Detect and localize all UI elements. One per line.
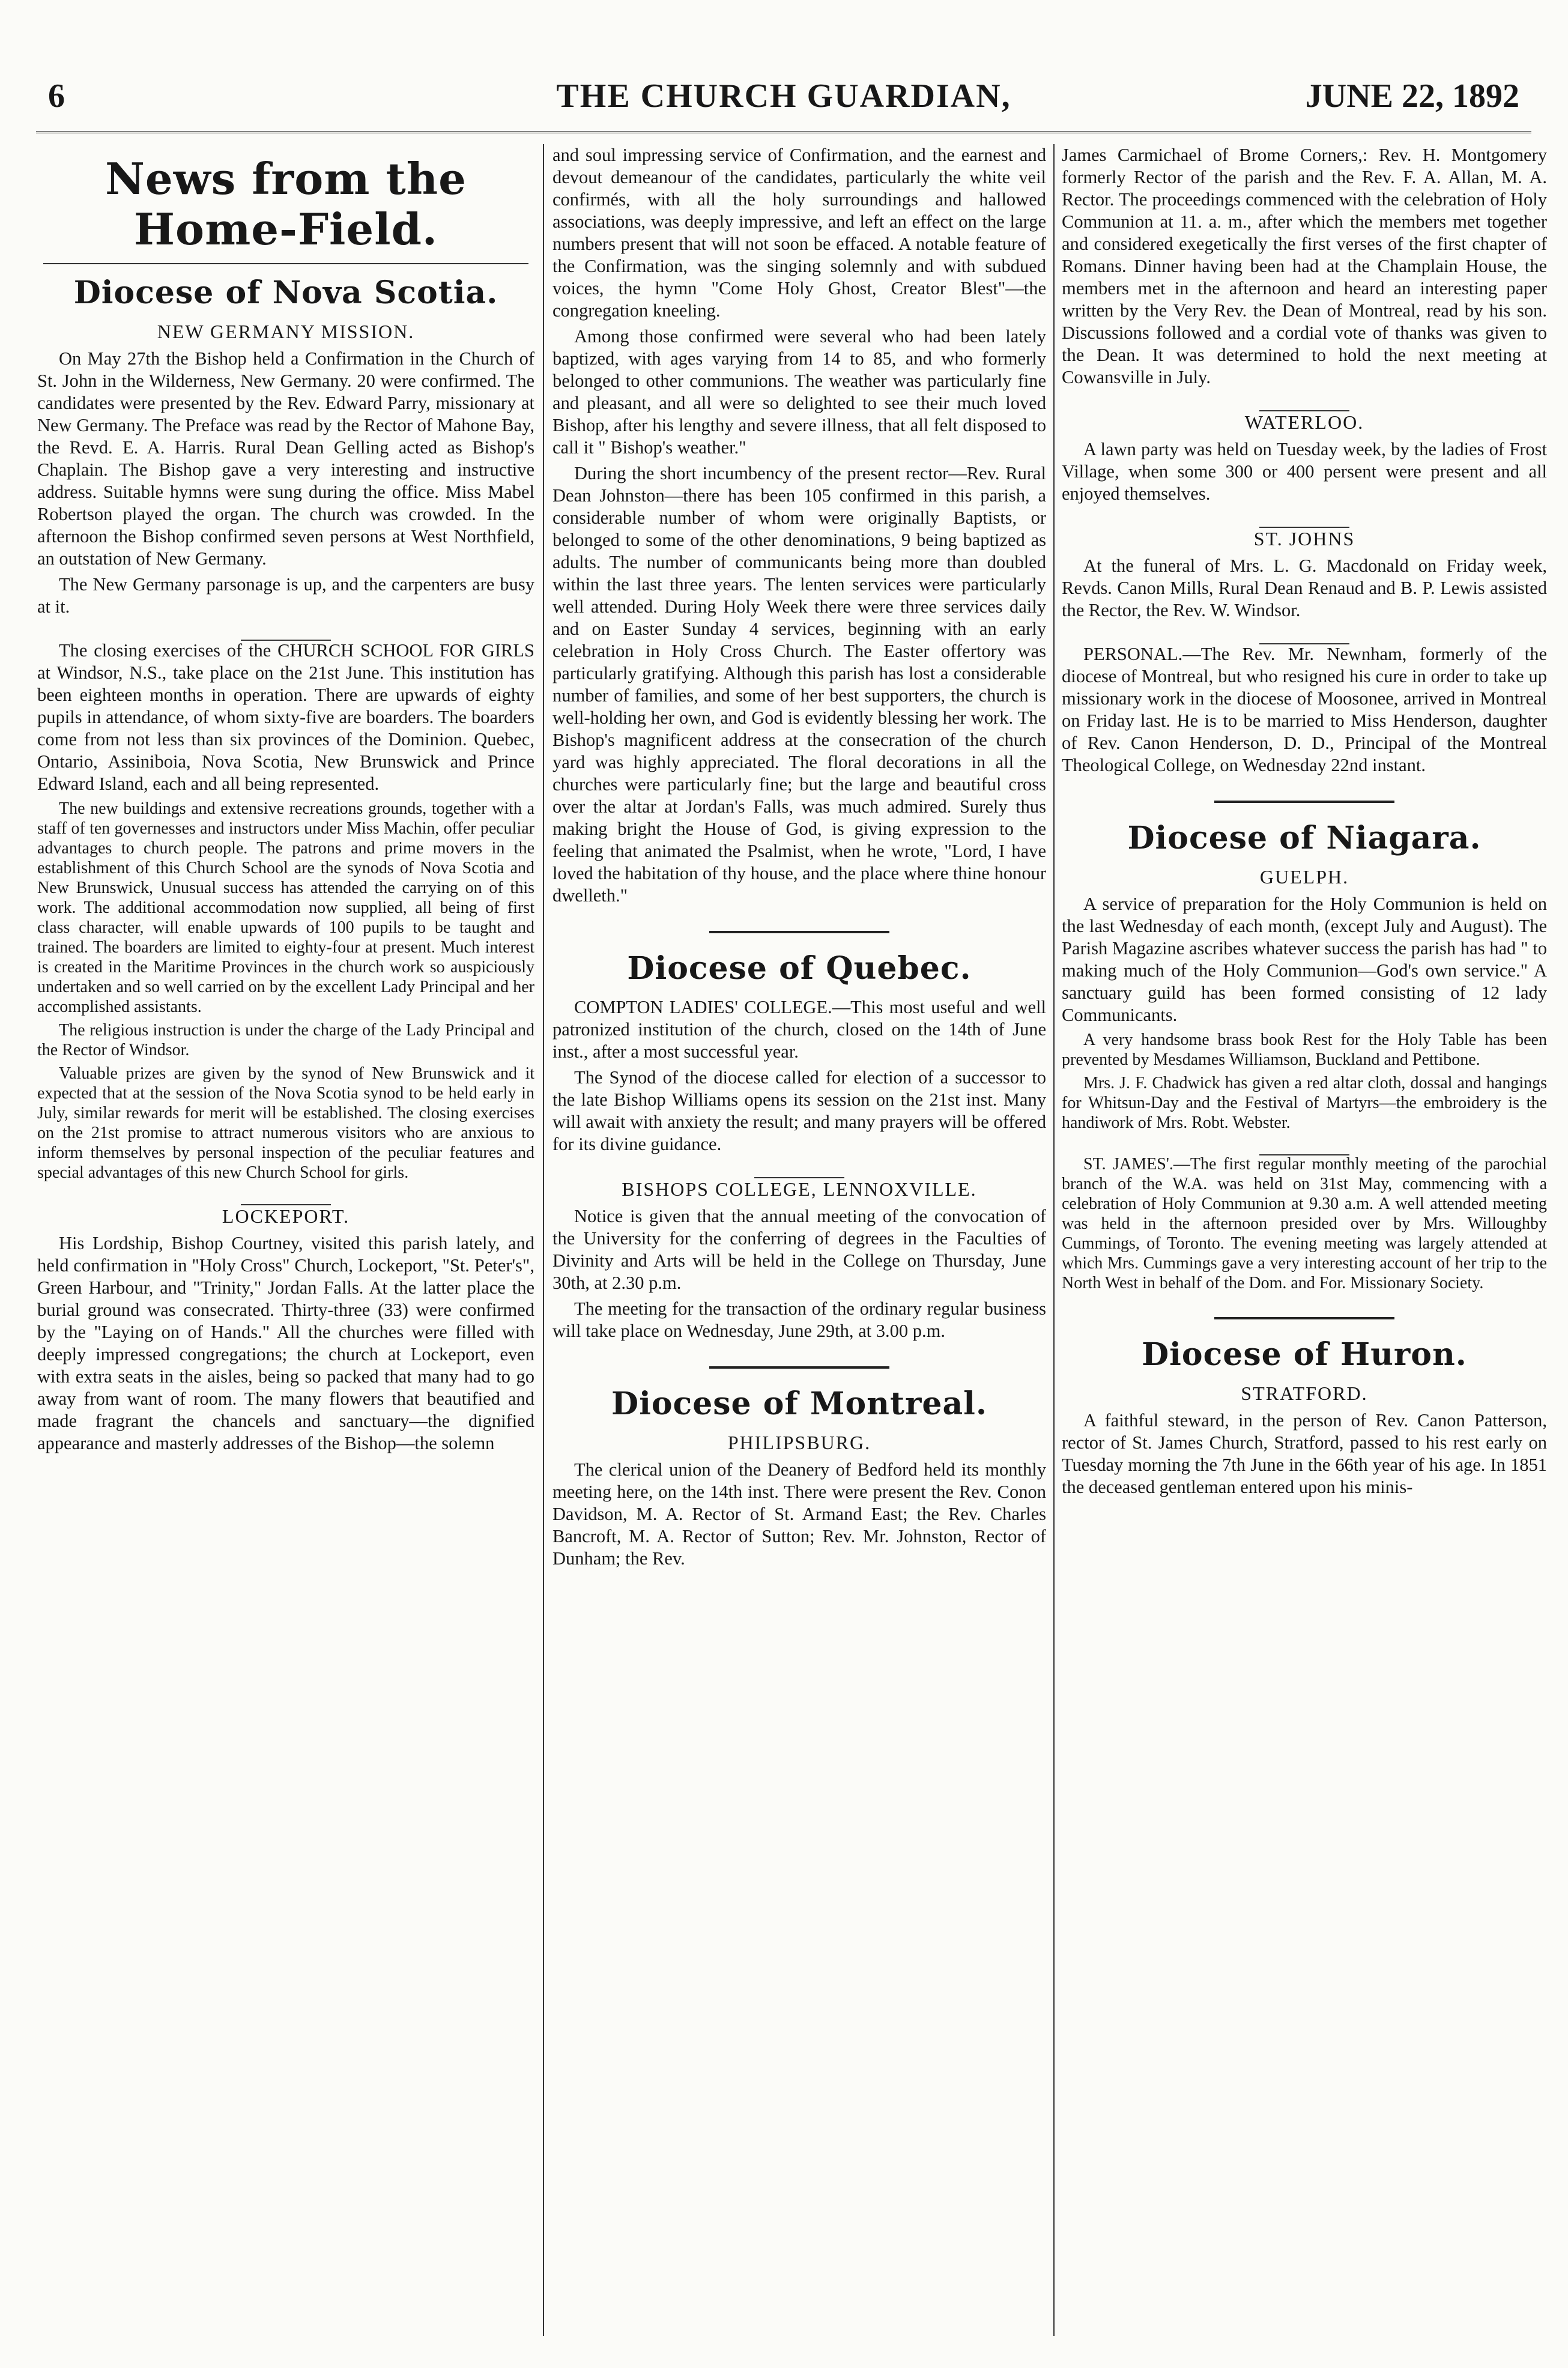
article-paragraph: The closing exercises of the CHURCH SCHOOL FOR GIRLS at Windsor, N.S., take place on the 21st June. This institution has been eighteen months in operation. There are upwards of eighty pupils in attendance, of whom sixty-five are boarders. The boarders come from not less than six provinces of the Dominion. Quebec, Ontario, Assiniboia, Nova Scotia, New Brunswick and Prince Edward Island, each and all being represented. xyxy=(37,640,534,794)
diocese-heading: Diocese of Niagara. xyxy=(1127,820,1482,856)
article-paragraph: and soul impressing service of Confirmation, and the earnest and devout demeanour of the candidates, particularly the white veil confirmés, with all the holy surroundings and hallowed associations, was deeply impressive, and left an effect on the large numbers present that will not soon be effaced. A notable feature of the Confirmation, was the singing solemnly and with subdued voices, the hymn "Come Holy Ghost, Creator Blest"—the congregation kneeling. xyxy=(552,145,1046,321)
article-paragraph: The meeting for the transaction of the ordinary regular business will take place on Wednesday, June 29th, at 3.00 p.m. xyxy=(552,1298,1046,1341)
divider xyxy=(43,263,528,264)
article-paragraph: Notice is given that the annual meeting of the convocation of the University for the conferring of degrees in the Faculties of Divinity and Arts will be held in the College on Thursday, June 30th, at 2.30 p.m. xyxy=(552,1206,1046,1293)
separator-ornament xyxy=(1062,1139,1547,1147)
article-heading: BISHOPS COLLEGE, LENNOXVILLE. xyxy=(622,1178,977,1200)
separator-ornament xyxy=(1062,628,1547,636)
article-paragraph: Among those confirmed were several who had been lately baptized, with ages varying from 14 to 85, and who formerly belonged to other communions. The weather was particularly fine and pleasant, and all were so delighted to see their much loved Bishop, after his lengthy and severe illness, that all felt disposed to call it " Bishop's weather." xyxy=(552,326,1046,458)
column-divider xyxy=(543,144,544,2336)
article-paragraph: The Synod of the diocese called for election of a successor to the late Bishop Williams opens its session on the 21st inst. Many will await with anxiety the result; and many prayers will be offered for its divine guidance. xyxy=(552,1067,1046,1154)
separator-ornament xyxy=(552,1161,1046,1170)
article-heading: LOCKEPORT. xyxy=(222,1205,350,1227)
divider xyxy=(1062,1303,1547,1325)
article-paragraph: Mrs. J. F. Chadwick has given a red altar cloth, dossal and hangings for Whitsun-Day and the Festival of Martyrs—the embroidery is the handiwork of Mrs. Robt. Webster. xyxy=(1062,1074,1547,1132)
column-1 xyxy=(37,144,534,2342)
article-paragraph: PERSONAL.—The Rev. Mr. Newnham, formerly of the diocese of Montreal, but who resigned his cure in order to take up missionary work in the diocese of Moosonee, arrived in Montreal on Friday last. He is to be married to Miss Henderson, daughter of Rev. Canon Henderson, D. D., Principal of the Montreal Theological College, on Wednesday 22nd instant. xyxy=(1062,644,1547,775)
separator-ornament xyxy=(37,624,534,632)
article-heading: STRATFORD. xyxy=(1241,1382,1368,1404)
article-paragraph: On May 27th the Bishop held a Confirmation in the Church of St. John in the Wilderness, New Germany. 20 were confirmed. The candidates were presented by the Rev. Edward Parry, missionary at New Germany. The Preface was read by the Rector of Mahone Bay, the Revd. E. A. Harris. Rural Dean Gelling acted as Bishop's Chaplain. The Bishop gave a very interesting and instructive address. Suitable hymns were sung during the office. Miss Mabel Robertson played the organ. The church was crowded. In the afternoon the Bishop confirmed seven persons at West Northfield, an outstation of New Germany. xyxy=(37,348,534,569)
issue-date: JUNE 22, 1892 xyxy=(1305,77,1519,115)
diocese-heading: Diocese of Quebec. xyxy=(627,950,972,987)
separator-ornament xyxy=(1062,395,1547,403)
article-paragraph: A lawn party was held on Tuesday week, by the ladies of Frost Village, when some 300 or 400 persent were present and all enjoyed themselves. xyxy=(1062,439,1547,504)
article-paragraph: A very handsome brass book Rest for the Holy Table has been prevented by Mesdames Williamson, Buckland and Pettibone. xyxy=(1062,1031,1547,1069)
divider xyxy=(552,1352,1046,1374)
article-paragraph: Valuable prizes are given by the synod of New Brunswick and it expected that at the session of the Nova Scotia synod to be held early in July, similar rewards for merit will be established. The closing exercises on the 21st promise to attract numerous visitors who are anxious to inform themselves by personal inspection of the peculiar features and special advantages of this new Church School for girls. xyxy=(37,1064,534,1182)
article-paragraph: COMPTON LADIES' COLLEGE.—This most useful and well patronized institution of the church, closed on the 14th of June inst., after a most successful year. xyxy=(552,997,1046,1062)
article-heading: WATERLOO. xyxy=(1244,411,1364,433)
article-paragraph: The New Germany parsonage is up, and the carpenters are busy at it. xyxy=(37,574,534,617)
article-paragraph: His Lordship, Bishop Courtney, visited this parish lately, and held confirmation in "Holy Cross" Church, Lockeport, "St. Peter's", Green Harbour, and "Trinity," Jordan Falls. At the latter place the burial ground was consecrated. Thirty-three (33) were confirmed by the "Laying on of Hands." All the churches were filled with deeply impressed congregations; the church at Lockeport, even with extra seats in the aisles, being so packed that many had to go away from want of room. The many flowers that beautified and made fragrant the chancels and sanctuary—the dignified appearance and masterly addresses of the Bishop—the solemn xyxy=(37,1233,534,1453)
article-paragraph: A service of preparation for the Holy Communion is held on the last Wednesday of each month, (except July and August). The Parish Magazine ascribes whatever success the parish has had " to making much of the Holy Communion—God's own service." A sanctuary guild has been formed consisting of 12 lady Communicants. xyxy=(1062,894,1547,1025)
column-2 xyxy=(552,144,1046,2342)
masthead-rule xyxy=(36,131,1531,133)
article-heading: GUELPH. xyxy=(1259,866,1349,888)
article-heading: ST. JOHNS xyxy=(1253,528,1355,550)
diocese-heading: Diocese of Nova Scotia. xyxy=(73,274,498,311)
article-paragraph: The clerical union of the Deanery of Bedford held its monthly meeting here, on the 14th inst. There were present the Rev. Conon Davidson, M. A. Rector of St. Armand East; the Rev. Charles Bancroft, M. A. Rector of Sutton; Rev. Mr. Johnston, Rector of Dunham; the Rev. xyxy=(552,1459,1046,1569)
column-divider xyxy=(1053,144,1055,2336)
diocese-heading: Diocese of Montreal. xyxy=(611,1385,987,1422)
separator-ornament xyxy=(1062,511,1547,519)
article-heading: NEW GERMANY MISSION. xyxy=(157,321,415,342)
divider xyxy=(552,916,1046,939)
article-paragraph: James Carmichael of Brome Corners,: Rev. H. Montgomery formerly Rector of the parish and the Rev. F. A. Allan, M. A. Rector. The proceedings commenced with the celebration of Holy Communion at 11. a. m., after which the members met together and considered exegetically the first verses of the first chapter of Romans. Dinner having been had at the Champlain House, the members met in the afternoon and heard an interesting paper written by the Very Rev. the Dean of Montreal, read by his son. Discussions followed and a cordial vote of thanks was given to the Dean. It was determined to hold the next meeting at Cowansville in July. xyxy=(1062,145,1547,387)
separator-ornament xyxy=(37,1189,534,1197)
page-number: 6 xyxy=(48,77,65,115)
article-paragraph: The religious instruction is under the charge of the Lady Principal and the Rector of Windsor. xyxy=(37,1021,534,1059)
article-heading: PHILIPSBURG. xyxy=(727,1432,871,1453)
newspaper-title: THE CHURCH GUARDIAN, xyxy=(556,77,1011,115)
article-paragraph: During the short incumbency of the present rector—Rev. Rural Dean Johnston—there has been 105 confirmed in this parish, a considerable number of whom were originally Baptists, or belonged to some of the other denominations, 9 being baptized as adults. The number of communicants being more than doubled within the last three years. The lenten services were particularly well attended. During Holy Week there were three services daily and on Easter Sunday 4 services, beginning with an early celebration in Holy Cross Church. The Easter offertory was particularly gratifying. Although this parish has lost a considerable number of families, and some of her best supporters, the church is well-holding her own, and God is evidently blessing her work. The Bishop's magnificent address at the consecration of the church yard was highly appreciated. The floral decorations in all the churches were particularly fine; but the large and beautiful cross over the altar at Jordan's Falls, was much admired. Surely thus making bright the House of God, is giving expression to the feeling that animated the Psalmist, when he wrote, "Lord, I have loved the habitation of thy house, and the place where thine honour dwelleth." xyxy=(552,463,1046,906)
article-paragraph: At the funeral of Mrs. L. G. Macdonald on Friday week, Revds. Canon Mills, Rural Dean Renaud and B. P. Lewis assisted the Rector, the Rev. W. Windsor. xyxy=(1062,556,1547,620)
divider xyxy=(1062,786,1547,808)
column-3 xyxy=(1062,144,1547,2342)
diocese-heading: Diocese of Huron. xyxy=(1142,1336,1467,1373)
section-title: News from the Home-Field. xyxy=(105,153,467,255)
article-paragraph: ST. JAMES'.—The first regular monthly meeting of the parochial branch of the W.A. was held on 31st May, commencing with a celebration of Holy Communion at 9.30 a.m. A well attended meeting was held in the afternoon presided over by Mrs. Willoughby Cummings, of Toronto. The evening meeting was largely attended at which Mrs. Cummings gave a very interesting account of her trip to the North West in behalf of the Dom. and For. Missionary Society. xyxy=(1062,1155,1547,1292)
article-paragraph: A faithful steward, in the person of Rev. Canon Patterson, rector of St. James Church, Stratford, passed to his rest early on Tuesday morning the 7th June in the 66th year of his age. In 1851 the deceased gentleman entered upon his minis- xyxy=(1062,1410,1547,1497)
article-paragraph: The new buildings and extensive recreations grounds, together with a staff of ten governesses and instructors under Miss Machin, offer peculiar advantages to church people. The patrons and prime movers in the establishment of this Church School are the synods of Nova Scotia and New Brunswick, Unusual success has attended the carrying on of this work. The additional accommodation now supplied, all being of first class character, will enable upwards of 100 pupils to be taught and trained. The boarders are limited to eighty-four at present. Much interest is created in the Maritime Provinces in the church work so auspiciously undertaken and so well carried on by the excellent Lady Principal and her accomplished assistants. xyxy=(37,799,534,1016)
